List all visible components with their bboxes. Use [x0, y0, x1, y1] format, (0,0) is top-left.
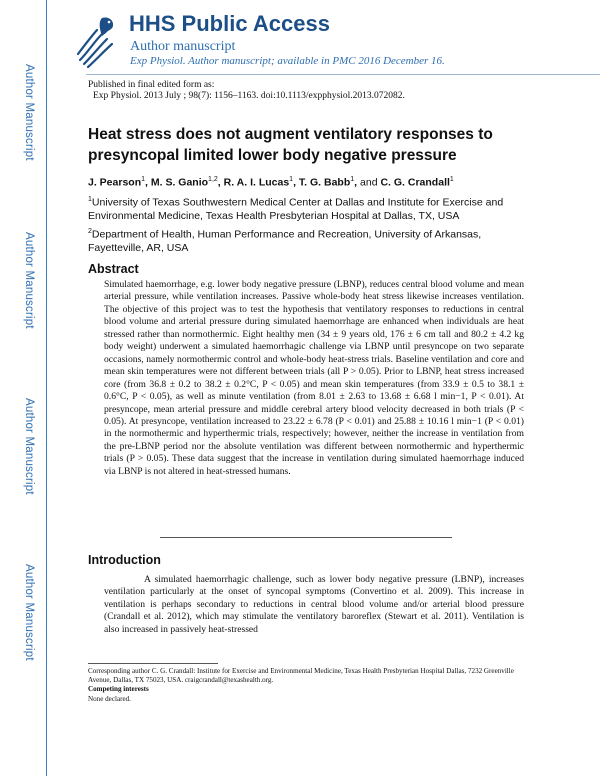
- author-affiliation-marker: 1: [350, 176, 355, 183]
- introduction-body: A simulated haemorrhagic challenge, such as lower body negative pressure (LBNP), increases ventilation particularly at the onset of syncopal symptoms (Convertino et al. 2009). This increase in ventilation is perhaps secondary to reductions in central blood volume and/or arterial blood pressure (Crandall et al. 2012), which may stimulate the ventilatory baroreflex (Stewart et al. 2011). Ventilation is also increased in passively heat-stressed: [104, 574, 524, 635]
- published-in-label: Published in final edited form as:: [88, 80, 215, 90]
- author-name: J. Pearson: [88, 176, 142, 189]
- margin-rule: [46, 0, 47, 776]
- competing-interests-heading: Competing interests: [88, 685, 149, 694]
- author-name: T. G. Babb: [298, 176, 351, 189]
- author-list: J. Pearson$^1$, M. S. Ganio$^{1,2}$, R. A. I. Lucas$^1$, T. G. Babb$^1$, and C. G. Crandall$^1$: [88, 176, 454, 189]
- author-affiliation-marker: 1: [141, 176, 146, 183]
- abstract-divider: [160, 537, 452, 538]
- author-manuscript-subtitle: Author manuscript: [130, 39, 236, 54]
- competing-interests-text: None declared.: [88, 694, 131, 703]
- footnotes: [88, 667, 528, 704]
- journal-availability-line: Exp Physiol. Author manuscript; available in PMC 2016 December 16.: [130, 55, 445, 67]
- author-manuscript-label: Author Manuscript: [23, 64, 35, 161]
- footnote-divider: [88, 663, 218, 664]
- article-title: Heat stress does not augment ventilatory responses to presyncopal limited lower body negative pressure: [88, 126, 493, 164]
- author-name: M. S. Ganio: [150, 176, 209, 189]
- header-divider: [86, 74, 600, 75]
- left-margin: [0, 0, 46, 776]
- author-name: R. A. I. Lucas: [223, 176, 290, 189]
- author-manuscript-label: Author Manuscript: [23, 398, 35, 495]
- abstract-body: Simulated haemorrhage, e.g. lower body negative pressure (LBNP), reduces central blood volume and mean arterial pressure, while ventilation increases. Passive whole-body heat stress likewise increases ventilation. The objective of this project was to test the hypothesis that ventilatory responses to reductions in central blood volume and arterial pressure during simulated haemorrhage are enhanced when individuals are heat stressed rather than normothermic. Eight healthy men (34 ± 9 years old, 176 ± 6 cm tall and 80.2 ± 4.2 kg body weight) underwent a simulated haemorrhagic challenge via LBNP until presyncope on two separate occasions, namely normothermic control and whole-body heat-stress trials. Baseline ventilation and core and mean skin temperatures were not different between trials (all P > 0.05). Prior to LBNP, heat stress increased core (from 36.8 ± 0.2 to 38.2 ± 0.2°C, P < 0.05) and mean skin temperatures (from 33.9 ± 0.5 to 38.1 ± 0.6°C, P < 0.05), as well as minute ventilation (from 8.01 ± 2.63 to 13.68 ± 6.68 l min−1, P < 0.01). At presyncope, mean arterial pressure and middle cerebral artery blood velocity decreased in both trials (P < 0.05). At presyncope, ventilation increased to 23.22 ± 6.78 (P < 0.01) and 25.88 ± 10.16 l min−1 (P < 0.01) in the normothermic and hyperthermic trials, respectively; however, neither the increase in ventilation from the pre-LBNP period nor the absolute ventilation was different between normothermic and hyperthermic trials (P > 0.05). These data suggest that the increase in ventilation during simulated haemorrhage induced via LBNP is not altered in heat-stressed humans.: [104, 279, 524, 477]
- citation-line: Exp Physiol. 2013 July ; 98(7): 1156–1163. doi:10.1113/expphysiol.2013.072082.: [93, 91, 405, 101]
- hhs-eagle-logo-icon: [72, 12, 122, 70]
- author-affiliation-marker: 1: [449, 176, 454, 183]
- affiliation-2: $^2$Department of Health, Human Performance and Recreation, University of Arkansas, Fayetteville, AR, USA: [88, 228, 482, 254]
- author-name: C. G. Crandall: [380, 176, 450, 189]
- hhs-public-access-title: HHS Public Access: [129, 11, 330, 36]
- affiliation-1: $^1$University of Texas Southwestern Medical Center at Dallas and Institute for Exercise and Environmental Medicine, Texas Health Presbyterian Hospital at Dallas, TX, USA: [88, 196, 504, 222]
- corresponding-author-note: Corresponding author C. G. Crandall: Institute for Exercise and Environmental Medicine, Texas Health Presbyterian Hospital Dallas, 7232 Greenville Avenue, Dallas, TX 75023, USA. craigcrandall@texashealth.org.: [88, 667, 514, 685]
- abstract-heading: Abstract: [88, 262, 139, 276]
- affiliation-text: University of Texas Southwestern Medical Center at Dallas and Institute for Exercise and Environmental Medicine, Texas Health Presbyterian Hospital at Dallas, TX, USA: [88, 196, 504, 222]
- affiliation-text: Department of Health, Human Performance and Recreation, University of Arkansas, Fayetteville, AR, USA: [88, 228, 482, 254]
- author-manuscript-label: Author Manuscript: [23, 232, 35, 329]
- introduction-heading: Introduction: [88, 553, 161, 567]
- author-manuscript-label: Author Manuscript: [23, 564, 35, 661]
- author-affiliation-marker: 1,2: [208, 176, 218, 183]
- author-affiliation-marker: 1: [289, 176, 294, 183]
